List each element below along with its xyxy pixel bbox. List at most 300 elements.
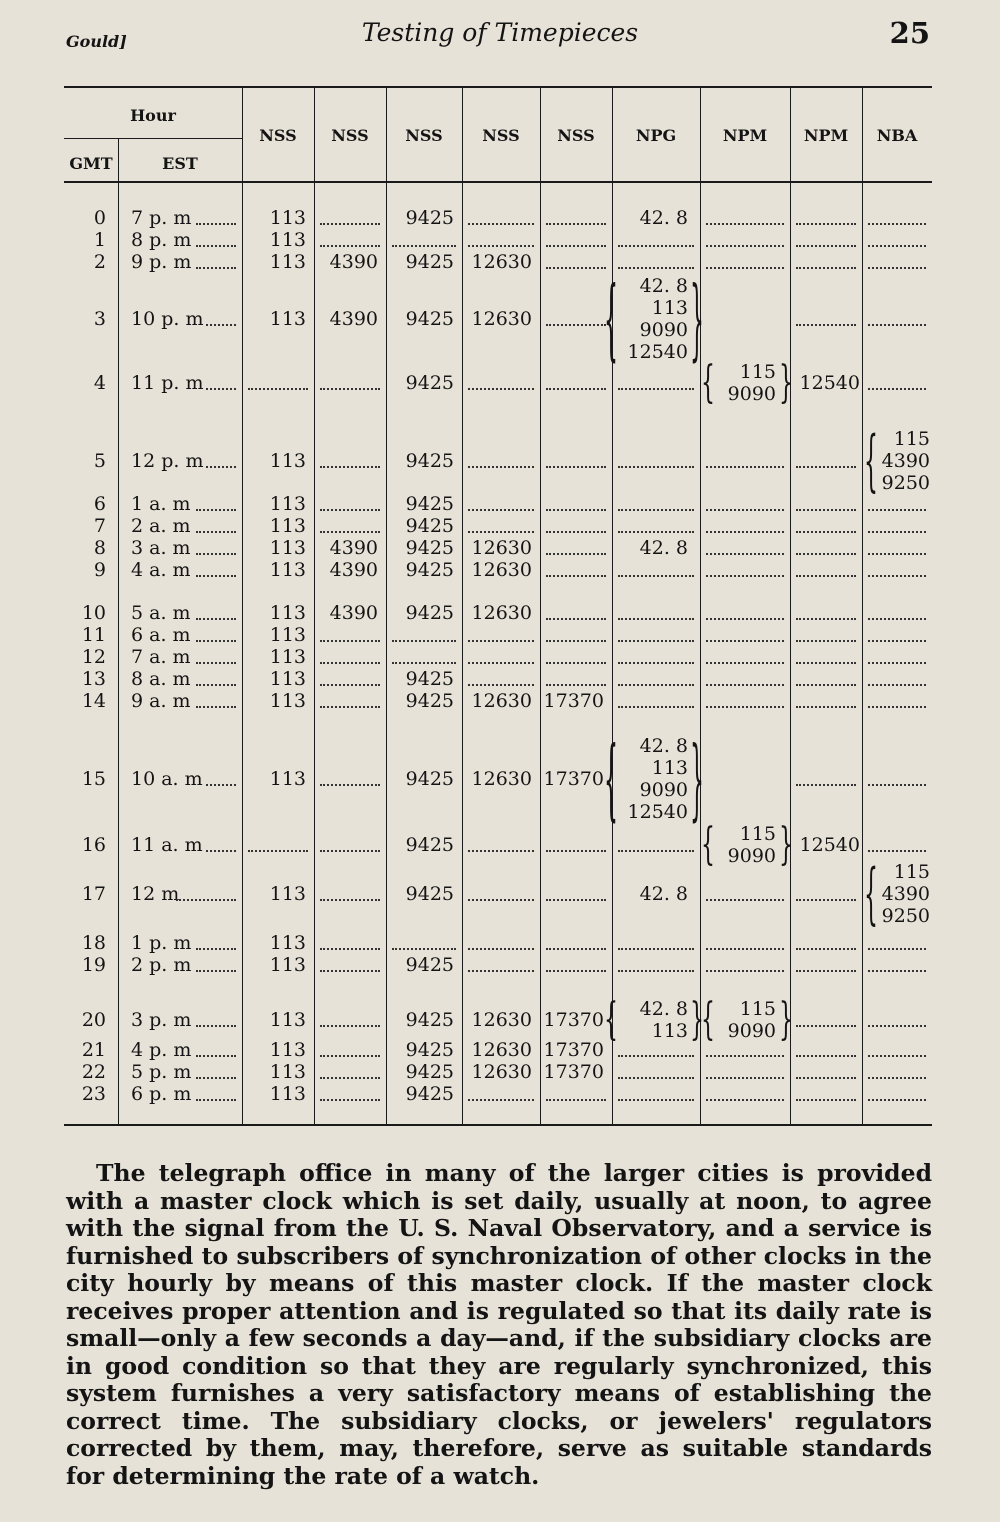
dot-leader: [706, 531, 784, 533]
est-header: EST: [162, 154, 198, 173]
nba-value: 115: [893, 428, 930, 450]
dot-leader: [206, 324, 236, 326]
dot-leader: [468, 245, 534, 247]
left-brace: {: [604, 727, 618, 830]
gmt-cell: 2: [93, 251, 106, 273]
value-cell: 113: [269, 229, 306, 251]
dot-leader: [320, 948, 380, 950]
dot-leader: [706, 553, 784, 555]
value-cell: 4390: [329, 537, 378, 559]
value-cell: 9425: [405, 1039, 454, 1061]
dot-leader: [796, 509, 856, 511]
gmt-header: GMT: [69, 154, 113, 173]
dot-leader: [796, 784, 856, 786]
value-cell: 9425: [405, 954, 454, 976]
dot-leader: [868, 706, 926, 708]
dot-leader: [468, 466, 534, 468]
est-cell: 10 a. m: [131, 768, 203, 790]
dot-leader: [618, 850, 694, 852]
dot-leader: [320, 684, 380, 686]
dot-leader: [618, 1099, 694, 1101]
est-cell: 5 p. m: [131, 1061, 192, 1083]
dot-leader: [196, 267, 236, 269]
value-cell: 9425: [405, 559, 454, 581]
dot-leader: [196, 618, 236, 620]
value-cell: 9425: [405, 308, 454, 330]
header-bottom-rule: [64, 181, 932, 183]
gmt-cell: 11: [81, 624, 106, 646]
npg-value: 113: [651, 757, 688, 779]
npm-value: 115: [739, 823, 776, 845]
dot-leader: [706, 684, 784, 686]
dot-leader: [468, 1099, 534, 1101]
est-cell: 11 a. m: [131, 834, 203, 856]
gmt-cell: 14: [81, 690, 106, 712]
dot-leader: [706, 245, 784, 247]
column-header: NPM: [722, 126, 768, 145]
dot-leader: [796, 553, 856, 555]
npm2-value: 12540: [799, 834, 860, 856]
npg-value: 12540: [627, 801, 688, 823]
value-cell: 12630: [471, 602, 532, 624]
value-cell: 9425: [405, 768, 454, 790]
est-cell: 11 p. m: [131, 372, 204, 394]
value-cell: 9425: [405, 372, 454, 394]
right-brace: }: [779, 994, 793, 1045]
dot-leader: [796, 640, 856, 642]
left-brace: {: [604, 267, 618, 370]
est-cell: 9 a. m: [131, 690, 191, 712]
dot-leader: [468, 970, 534, 972]
dot-leader: [392, 640, 456, 642]
npg-value: 42. 8: [639, 998, 688, 1020]
left-brace: {: [864, 422, 878, 499]
value-cell: 9425: [405, 251, 454, 273]
dot-leader: [706, 509, 784, 511]
dot-leader: [706, 662, 784, 664]
est-cell: 2 p. m: [131, 954, 192, 976]
value-cell: 113: [269, 768, 306, 790]
dot-leader: [618, 662, 694, 664]
right-brace: }: [779, 819, 793, 870]
gmt-cell: 16: [81, 834, 106, 856]
dot-leader: [796, 1099, 856, 1101]
dot-leader: [196, 553, 236, 555]
dot-leader: [546, 1099, 606, 1101]
dot-leader: [796, 223, 856, 225]
hour-underline: [64, 138, 242, 139]
dot-leader: [706, 899, 784, 901]
value-cell: 12630: [471, 537, 532, 559]
dot-leader: [868, 1099, 926, 1101]
dot-leader: [392, 245, 456, 247]
dot-leader: [618, 684, 694, 686]
est-cell: 12 m: [131, 883, 180, 905]
column-header: NSS: [482, 126, 520, 145]
dot-leader: [546, 509, 606, 511]
left-brace: {: [701, 994, 715, 1045]
dot-leader: [796, 466, 856, 468]
dot-leader: [206, 784, 236, 786]
dot-leader: [206, 388, 236, 390]
npm-value: 9090: [727, 383, 776, 405]
left-brace: {: [701, 357, 715, 408]
value-cell: 113: [269, 1061, 306, 1083]
dot-leader: [868, 1055, 926, 1057]
dot-leader: [796, 531, 856, 533]
value-cell: 9425: [405, 537, 454, 559]
right-brace: }: [690, 267, 704, 370]
value-cell: 17370: [543, 1061, 604, 1083]
dot-leader: [868, 1025, 926, 1027]
est-cell: 9 p. m: [131, 251, 192, 273]
dot-leader: [320, 223, 380, 225]
dot-leader: [468, 640, 534, 642]
value-cell: 113: [269, 954, 306, 976]
value-cell: 113: [269, 450, 306, 472]
dot-leader: [546, 618, 606, 620]
dot-leader: [868, 223, 926, 225]
nba-value: 4390: [881, 450, 930, 472]
dot-leader: [618, 640, 694, 642]
dot-leader: [320, 1055, 380, 1057]
value-cell: 113: [269, 668, 306, 690]
dot-leader: [706, 948, 784, 950]
dot-leader: [796, 948, 856, 950]
dot-leader: [320, 970, 380, 972]
dot-leader: [196, 662, 236, 664]
dot-leader: [196, 640, 236, 642]
dot-leader: [320, 662, 380, 664]
gmt-cell: 20: [81, 1009, 106, 1031]
nba-value: 115: [893, 861, 930, 883]
value-cell: 12630: [471, 768, 532, 790]
column-rule: [862, 86, 863, 1124]
dot-leader: [320, 1077, 380, 1079]
dot-leader: [196, 575, 236, 577]
dot-leader: [706, 267, 784, 269]
dot-leader: [868, 618, 926, 620]
dot-leader: [320, 531, 380, 533]
dot-leader: [196, 970, 236, 972]
dot-leader: [468, 899, 534, 901]
column-header: NSS: [405, 126, 443, 145]
est-cell: 4 p. m: [131, 1039, 192, 1061]
npg-value: 42. 8: [639, 275, 688, 297]
dot-leader: [320, 466, 380, 468]
dot-leader: [706, 970, 784, 972]
dot-leader: [868, 784, 926, 786]
gmt-cell: 15: [81, 768, 106, 790]
dot-leader: [196, 531, 236, 533]
dot-leader: [320, 850, 380, 852]
dot-leader: [868, 684, 926, 686]
value-cell: 113: [269, 559, 306, 581]
value-cell: 9425: [405, 493, 454, 515]
npg-value: 9090: [639, 319, 688, 341]
column-header: NSS: [331, 126, 369, 145]
value-cell: 9425: [405, 602, 454, 624]
est-cell: 1 a. m: [131, 493, 191, 515]
dot-leader: [618, 618, 694, 620]
dot-leader: [796, 267, 856, 269]
value-cell: 9425: [405, 668, 454, 690]
dot-leader: [546, 531, 606, 533]
dot-leader: [868, 553, 926, 555]
dot-leader: [868, 970, 926, 972]
value-cell: 4390: [329, 308, 378, 330]
dot-leader: [320, 1025, 380, 1027]
dot-leader: [618, 1055, 694, 1057]
column-header: NSS: [259, 126, 297, 145]
dot-leader: [248, 388, 308, 390]
npm-value: 9090: [727, 845, 776, 867]
value-cell: 4390: [329, 251, 378, 273]
est-cell: 4 a. m: [131, 559, 191, 581]
npg-value: 113: [651, 297, 688, 319]
value-cell: 9425: [405, 450, 454, 472]
value-cell: 113: [269, 251, 306, 273]
dot-leader: [320, 509, 380, 511]
dot-leader: [546, 267, 606, 269]
value-cell: 113: [269, 646, 306, 668]
dot-leader: [546, 324, 606, 326]
dot-leader: [546, 640, 606, 642]
value-cell: 113: [269, 602, 306, 624]
est-cell: 12 p. m: [131, 450, 204, 472]
dot-leader: [796, 1077, 856, 1079]
value-cell: 113: [269, 515, 306, 537]
dot-leader: [392, 662, 456, 664]
value-cell: 113: [269, 1083, 306, 1105]
npg-value: 12540: [627, 341, 688, 363]
column-rule: [790, 86, 791, 1124]
dot-leader: [618, 466, 694, 468]
dot-leader: [196, 684, 236, 686]
value-cell: 113: [269, 308, 306, 330]
est-cell: 2 a. m: [131, 515, 191, 537]
gmt-cell: 9: [93, 559, 106, 581]
value-cell: 113: [269, 883, 306, 905]
est-cell: 5 a. m: [131, 602, 191, 624]
dot-leader: [618, 1077, 694, 1079]
npg-value: 42. 8: [639, 735, 688, 757]
value-cell: 9425: [405, 883, 454, 905]
dot-leader: [468, 662, 534, 664]
dot-leader: [546, 850, 606, 852]
est-cell: 1 p. m: [131, 932, 192, 954]
est-cell: 6 a. m: [131, 624, 191, 646]
dot-leader: [796, 1025, 856, 1027]
dot-leader: [796, 618, 856, 620]
dot-leader: [546, 684, 606, 686]
value-cell: 12630: [471, 1061, 532, 1083]
dot-leader: [706, 223, 784, 225]
column-header: NPG: [635, 126, 677, 145]
dot-leader: [546, 662, 606, 664]
npm-value: 115: [739, 998, 776, 1020]
gmt-cell: 12: [81, 646, 106, 668]
dot-leader: [546, 553, 606, 555]
dot-leader: [706, 1055, 784, 1057]
dot-leader: [706, 466, 784, 468]
npm2-value: 12540: [799, 372, 860, 394]
dot-leader: [546, 948, 606, 950]
dot-leader: [320, 388, 380, 390]
dot-leader: [796, 684, 856, 686]
dot-leader: [868, 948, 926, 950]
left-brace: {: [864, 855, 878, 932]
dot-leader: [618, 948, 694, 950]
nba-value: 4390: [881, 883, 930, 905]
dot-leader: [546, 466, 606, 468]
value-cell: 17370: [543, 768, 604, 790]
nba-value: 9250: [881, 472, 930, 494]
dot-leader: [796, 324, 856, 326]
value-cell: 113: [269, 1009, 306, 1031]
dot-leader: [546, 388, 606, 390]
dot-leader: [206, 850, 236, 852]
est-cell: 8 p. m: [131, 229, 192, 251]
dot-leader: [196, 1025, 236, 1027]
value-cell: 12630: [471, 1009, 532, 1031]
dot-leader: [468, 388, 534, 390]
dot-leader: [706, 1099, 784, 1101]
gmt-cell: 6: [93, 493, 106, 515]
gmt-cell: 1: [93, 229, 106, 251]
est-cell: 7 a. m: [131, 646, 191, 668]
value-cell: 113: [269, 207, 306, 229]
value-cell: 12630: [471, 1039, 532, 1061]
gmt-cell: 17: [81, 883, 106, 905]
column-header: NBA: [876, 126, 918, 145]
dot-leader: [868, 662, 926, 664]
value-cell: 4390: [329, 602, 378, 624]
dot-leader: [196, 948, 236, 950]
column-rule: [118, 138, 119, 1124]
est-cell: 3 p. m: [131, 1009, 192, 1031]
dot-leader: [706, 575, 784, 577]
dot-leader: [868, 531, 926, 533]
dot-leader: [468, 531, 534, 533]
value-cell: 9425: [405, 1083, 454, 1105]
value-cell: 12630: [471, 308, 532, 330]
value-cell: 17370: [543, 1039, 604, 1061]
gmt-cell: 22: [81, 1061, 106, 1083]
dot-leader: [320, 784, 380, 786]
dot-leader: [618, 267, 694, 269]
hour-header: Hour: [130, 106, 176, 125]
dot-leader: [618, 575, 694, 577]
dot-leader: [196, 223, 236, 225]
dot-leader: [546, 970, 606, 972]
value-cell: 113: [269, 624, 306, 646]
dot-leader: [796, 575, 856, 577]
dot-leader: [196, 706, 236, 708]
value-cell: 9425: [405, 1009, 454, 1031]
dot-leader: [796, 245, 856, 247]
column-header: NSS: [557, 126, 595, 145]
dot-leader: [868, 850, 926, 852]
dot-leader: [868, 640, 926, 642]
value-cell: 9425: [405, 834, 454, 856]
npg-value: 113: [651, 1020, 688, 1042]
value-cell: 9425: [405, 690, 454, 712]
dot-leader: [196, 245, 236, 247]
dot-leader: [468, 223, 534, 225]
gmt-cell: 13: [81, 668, 106, 690]
left-brace: {: [604, 994, 618, 1045]
est-cell: 10 p. m: [131, 308, 204, 330]
gmt-cell: 7: [93, 515, 106, 537]
value-cell: 9425: [405, 515, 454, 537]
gmt-cell: 23: [81, 1083, 106, 1105]
right-brace: }: [779, 357, 793, 408]
gmt-cell: 4: [93, 372, 106, 394]
npg-value: 9090: [639, 779, 688, 801]
left-brace: {: [701, 819, 715, 870]
dot-leader: [706, 706, 784, 708]
dot-leader: [196, 1099, 236, 1101]
running-head-author: Gould]: [66, 32, 127, 51]
dot-leader: [868, 267, 926, 269]
dot-leader: [320, 899, 380, 901]
table-bottom-rule: [64, 1124, 932, 1126]
gmt-cell: 3: [93, 308, 106, 330]
dot-leader: [320, 706, 380, 708]
npm-value: 115: [739, 361, 776, 383]
dot-leader: [796, 706, 856, 708]
gmt-cell: 8: [93, 537, 106, 559]
est-cell: 7 p. m: [131, 207, 192, 229]
value-cell: 113: [269, 1039, 306, 1061]
dot-leader: [868, 575, 926, 577]
page-number: 25: [889, 16, 930, 50]
dot-leader: [546, 223, 606, 225]
value-cell: 9425: [405, 1061, 454, 1083]
gmt-cell: 19: [81, 954, 106, 976]
dot-leader: [618, 970, 694, 972]
est-cell: 8 a. m: [131, 668, 191, 690]
value-cell: 17370: [543, 1009, 604, 1031]
dot-leader: [468, 850, 534, 852]
dot-leader: [868, 1077, 926, 1079]
dot-leader: [706, 618, 784, 620]
dot-leader: [868, 388, 926, 390]
dot-leader: [618, 706, 694, 708]
dot-leader: [196, 1077, 236, 1079]
dot-leader: [618, 388, 694, 390]
dot-leader: [320, 640, 380, 642]
column-rule: [700, 86, 701, 1124]
dot-leader: [546, 245, 606, 247]
dot-leader: [468, 948, 534, 950]
dot-leader: [206, 466, 236, 468]
dot-leader: [618, 245, 694, 247]
value-cell: 113: [269, 537, 306, 559]
nba-value: 9250: [881, 905, 930, 927]
gmt-cell: 10: [81, 602, 106, 624]
npg-value: 42. 8: [639, 537, 688, 559]
value-cell: 12630: [471, 690, 532, 712]
column-rule: [612, 86, 613, 1124]
gmt-cell: 5: [93, 450, 106, 472]
dot-leader: [320, 1099, 380, 1101]
dot-leader: [392, 948, 456, 950]
value-cell: 113: [269, 932, 306, 954]
dot-leader: [176, 899, 236, 901]
dot-leader: [796, 1055, 856, 1057]
